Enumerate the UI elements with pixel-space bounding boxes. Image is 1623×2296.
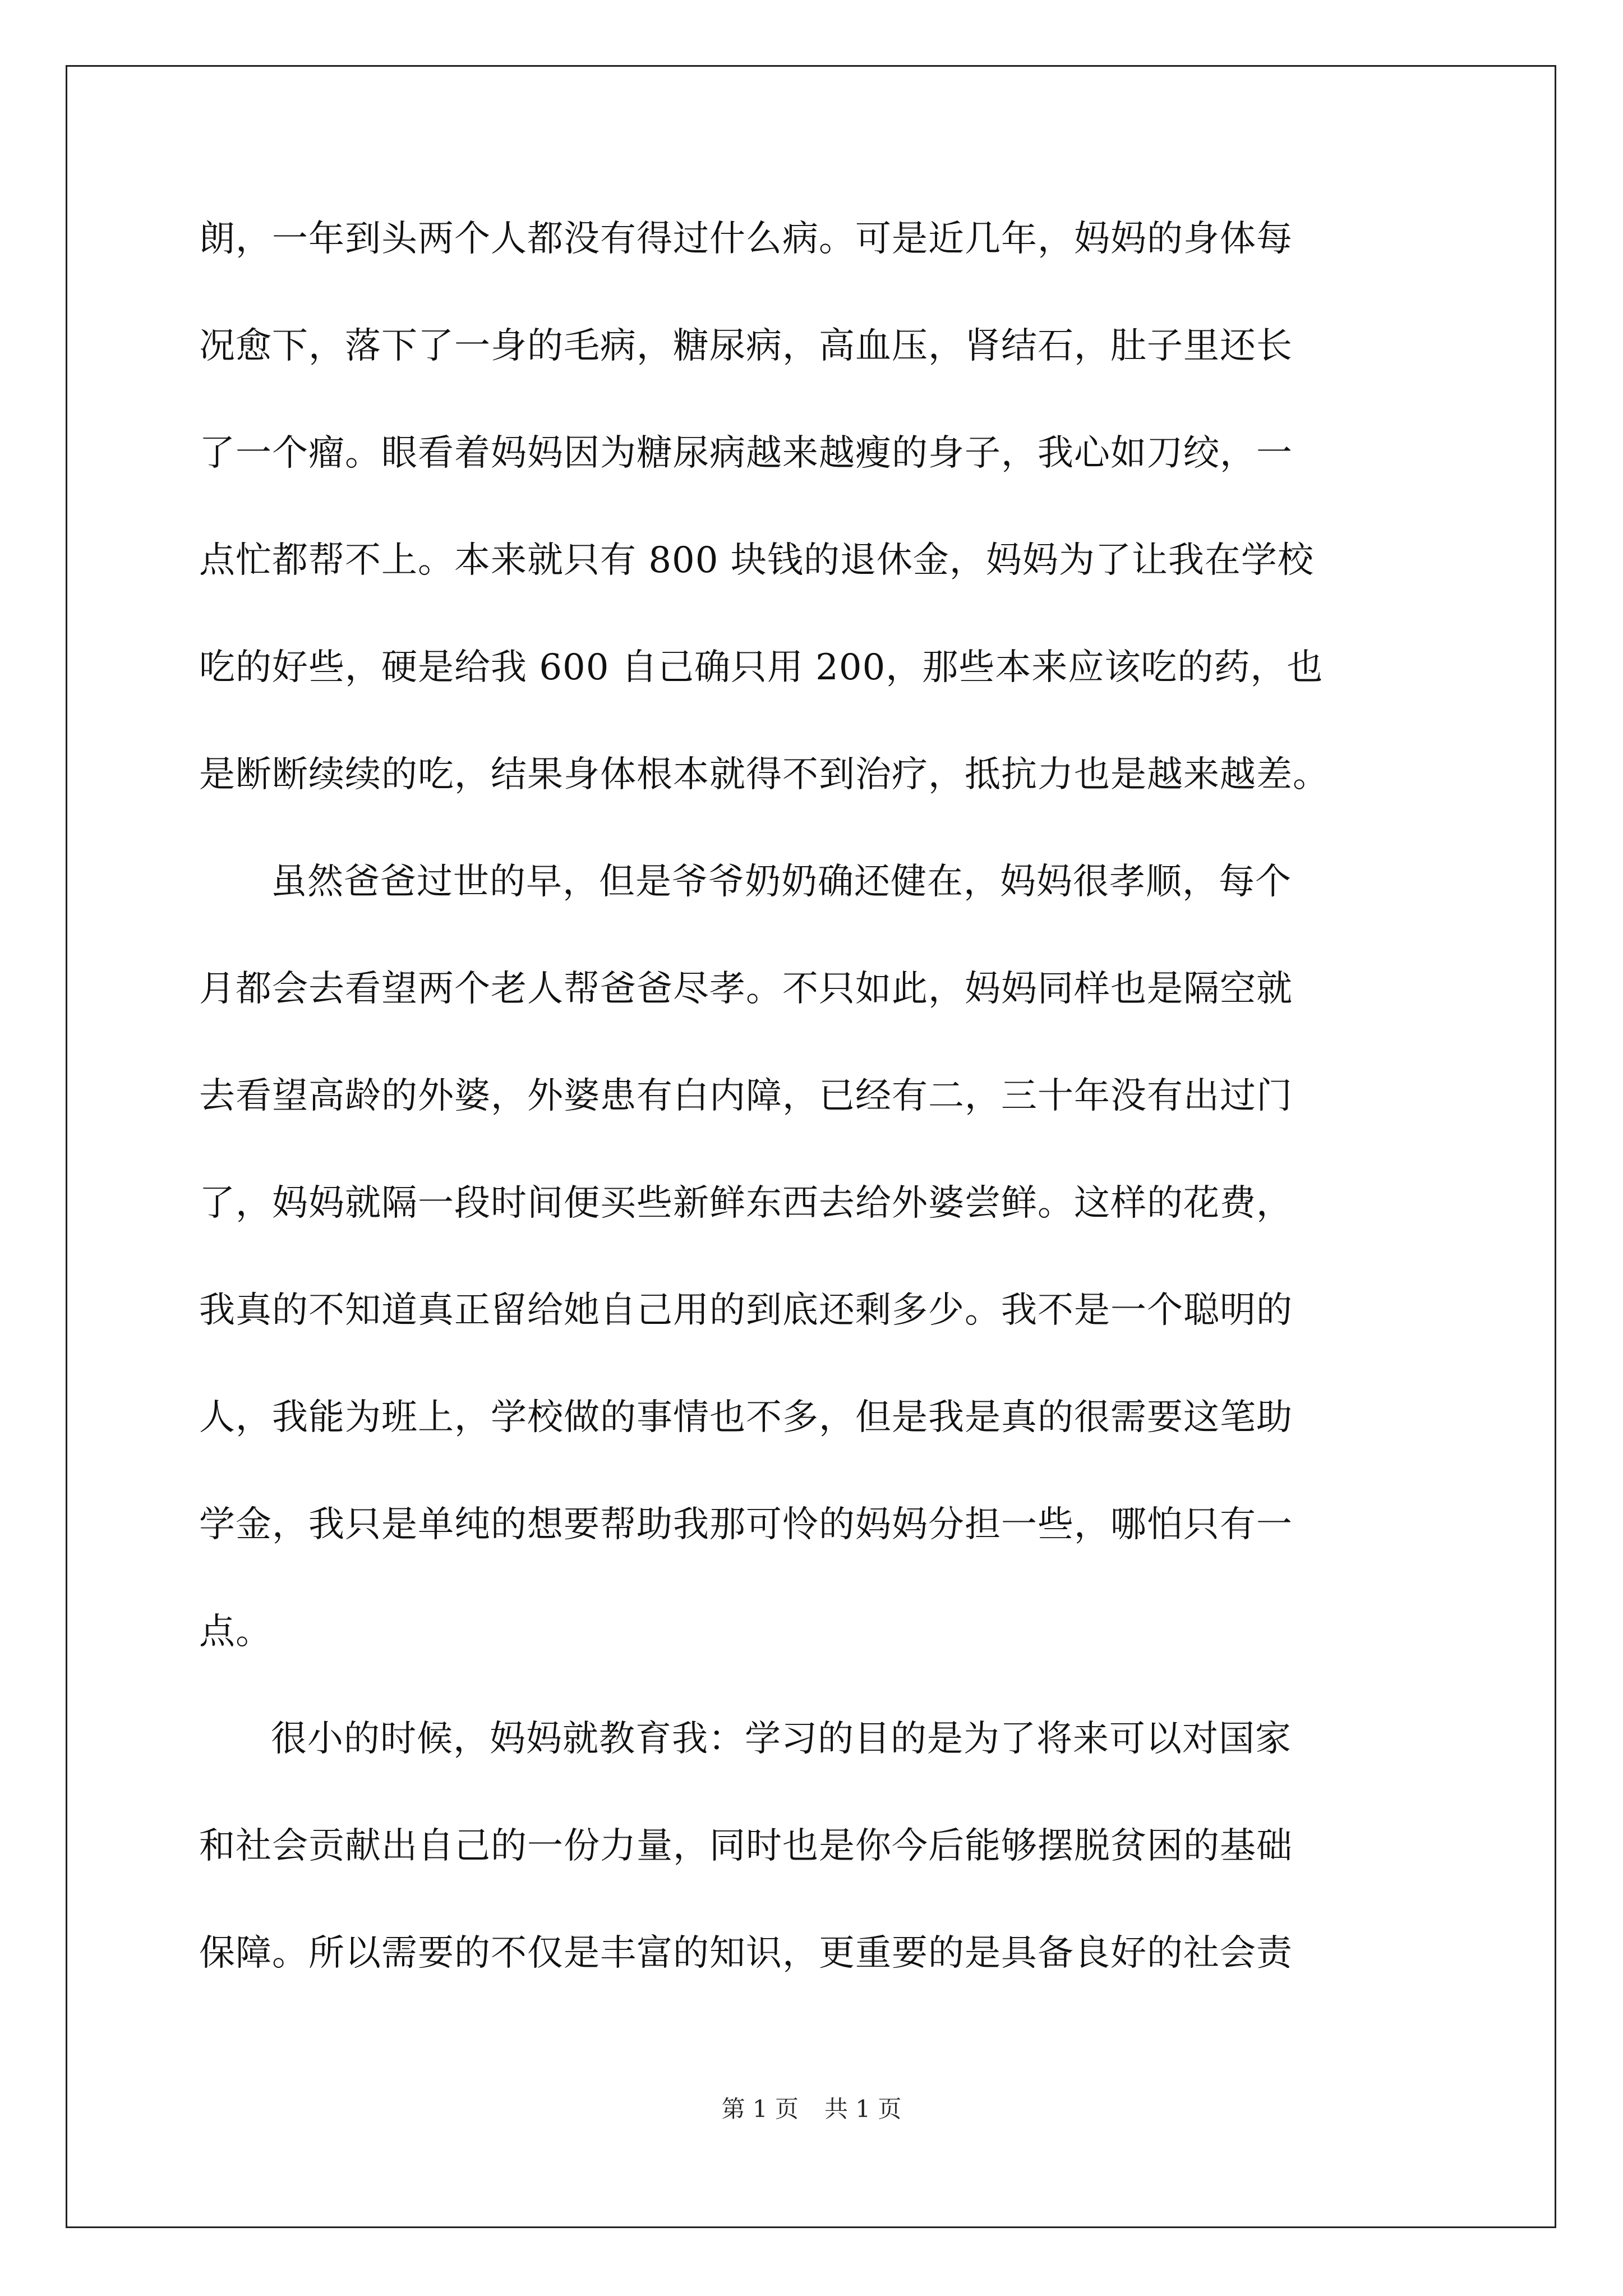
text-line: 点忙都帮不上。本来就只有 800 块钱的退休金，妈妈为了让我在学校: [199, 540, 1314, 581]
text-line: 人，我能为班上，学校做的事情也不多，但是我是真的很需要这笔助: [199, 1397, 1293, 1438]
text-line: 况愈下，落下了一身的毛病，糖尿病，高血压，肾结石，肚子里还长: [199, 325, 1293, 367]
text-line: 朗，一年到头两个人都没有得过什么病。可是近几年，妈妈的身体每: [199, 218, 1293, 260]
document-body: [199, 219, 1433, 2040]
text-line: 学金，我只是单纯的想要帮助我那可怜的妈妈分担一些，哪怕只有一: [199, 1504, 1293, 1545]
text-line: 了，妈妈就隔一段时间便买些新鲜东西去给外婆尝鲜。这样的花费，: [199, 1182, 1293, 1224]
paragraph-first-line: 很小的时候，妈妈就教育我：学习的目的是为了将来可以对国家: [271, 1718, 1292, 1760]
text-line: 点。: [199, 1611, 272, 1653]
text-line: 是断断续续的吃，结果身体根本就得不到治疗，抵抗力也是越来越差。: [199, 754, 1329, 795]
text-line: 了一个瘤。眼看着妈妈因为糖尿病越来越瘦的身子，我心如刀绞，一: [199, 432, 1293, 474]
page-number: 第 1 页: [721, 2095, 799, 2123]
text-line: 保障。所以需要的不仅是丰富的知识，更重要的是具备良好的社会责: [199, 1932, 1293, 1974]
page-total: 共 1 页: [824, 2095, 902, 2123]
page-footer: [0, 2095, 1623, 2123]
text-line: 和社会贡献出自己的一份力量，同时也是你今后能够摆脱贫困的基础: [199, 1825, 1293, 1867]
text-line: 我真的不知道真正留给她自己用的到底还剩多少。我不是一个聪明的: [199, 1290, 1293, 1331]
paragraph-first-line: 虽然爸爸过世的早，但是爷爷奶奶确还健在，妈妈很孝顺，每个: [271, 861, 1292, 903]
text-line: 吃的好些，硬是给我 600 自己确只用 200，那些本来应该吃的药，也: [199, 647, 1324, 688]
text-line: 去看望高龄的外婆，外婆患有白内障，已经有二，三十年没有出过门: [199, 1075, 1293, 1117]
text-line: 月都会去看望两个老人帮爸爸尽孝。不只如此，妈妈同样也是隔空就: [199, 968, 1293, 1010]
